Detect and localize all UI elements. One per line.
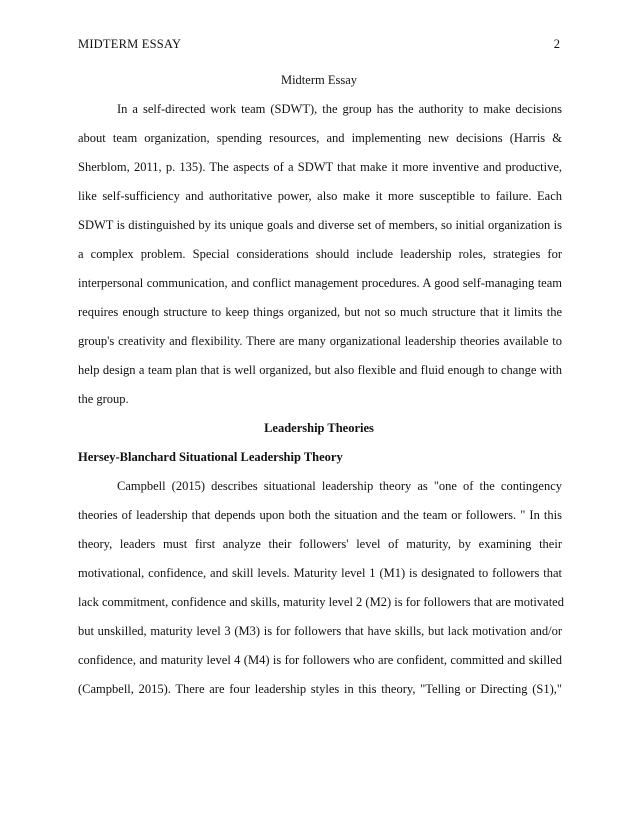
essay-title: Midterm Essay (280, 73, 358, 87)
paragraph-line: lack commitment, confidence and skills, maturity level 2 (M2) is for followers that are motivated (78, 595, 564, 609)
paragraph-line: help design a team plan that is well organized, but also flexible and fluid enough to change with (78, 363, 562, 377)
paragraph-line: like self-sufficiency and authoritative power, also make it more susceptible to failure. Each (78, 189, 562, 203)
paragraph-line: requires enough structure to keep things organized, but not so much structure that it limits the (78, 305, 562, 319)
paragraph-line: (Campbell, 2015). There are four leadership styles in this theory, "Telling or Directing (S1)," (78, 682, 562, 696)
paragraph-line: group's creativity and flexibility. There are many organizational leadership theories available to (78, 334, 562, 348)
running-head: MIDTERM ESSAY (78, 37, 182, 51)
paragraph-line: a complex problem. Special considerations should include leadership roles, strategies for (78, 247, 562, 261)
paragraph-line: but unskilled, maturity level 3 (M3) is for followers that have skills, but lack motivation and/or (78, 624, 562, 638)
section-heading: Leadership Theories (264, 421, 374, 435)
paragraph-line: theory, leaders must first analyze their followers' level of maturity, by examining their (78, 537, 562, 551)
paragraph-line: Sherblom, 2011, p. 135). The aspects of a SDWT that make it more inventive and productive, (78, 160, 562, 174)
subsection-heading: Hersey-Blanchard Situational Leadership Theory (78, 450, 343, 464)
paragraph-line: SDWT is distinguished by its unique goals and diverse set of members, so initial organization is (78, 218, 562, 232)
paragraph-line: Campbell (2015) describes situational leadership theory as "one of the contingency (117, 479, 562, 493)
page-number: 2 (553, 37, 560, 51)
paragraph-line: motivational, confidence, and skill levels. Maturity level 1 (M1) is designated to followers that (78, 566, 562, 580)
paragraph-line: theories of leadership that depends upon both the situation and the team or followers. " In this (78, 508, 562, 522)
paragraph-line: In a self-directed work team (SDWT), the group has the authority to make decisions (117, 102, 562, 116)
paragraph-line: about team organization, spending resources, and implementing new decisions (Harris & (78, 131, 562, 145)
paragraph-line: interpersonal communication, and conflict management procedures. A good self-managing team (78, 276, 562, 290)
paragraph-line: confidence, and maturity level 4 (M4) is for followers who are confident, committed and skilled (78, 653, 562, 667)
paragraph-line: the group. (78, 392, 129, 406)
